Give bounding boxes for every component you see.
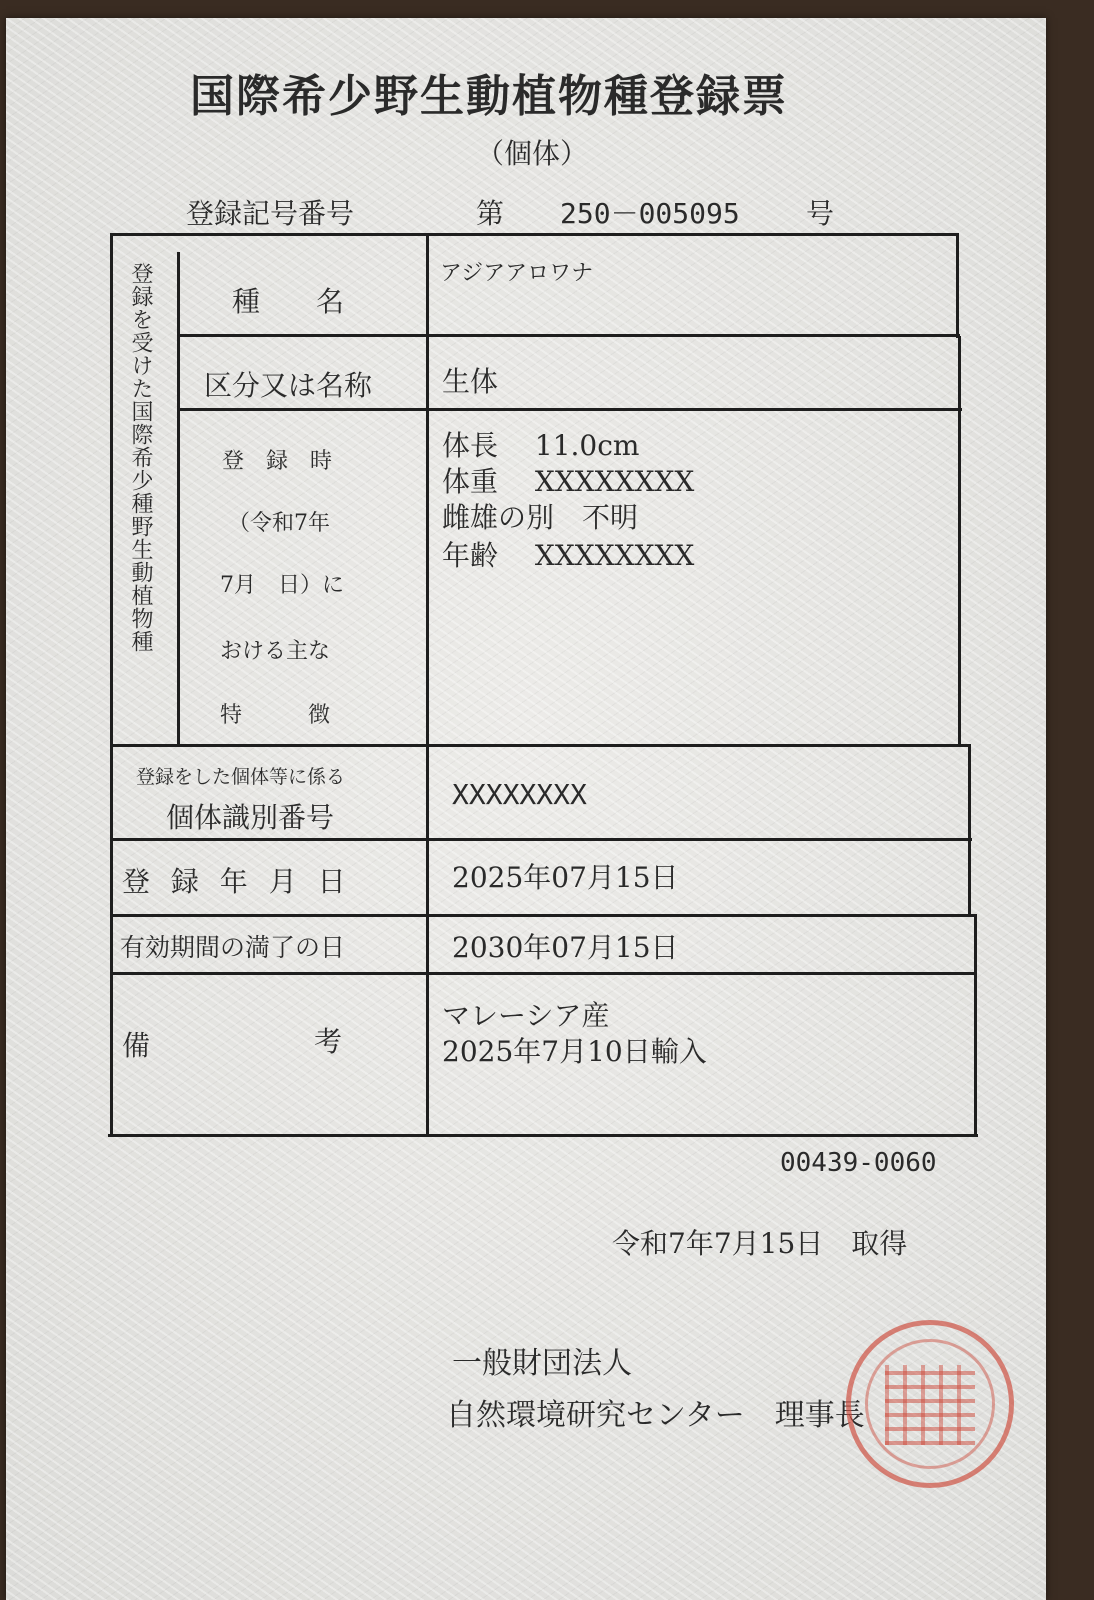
id-number-label-small: 登録をした個体等に係る [136,766,346,788]
document-title: 国際希少野生動植物種登録票 [190,71,788,122]
category-label: 区分又は名称 [204,369,373,402]
remarks-label-left: 備 [122,1029,151,1062]
body-weight: 体重 XXXXXXXX [442,465,695,498]
registration-suffix: 号 [806,197,835,230]
sex: 雌雄の別 不明 [442,501,639,534]
remarks-import-date: 2025年7月10日輸入 [442,1035,707,1068]
features-label-line2: （令和7年 [228,511,330,536]
age: 年齢 XXXXXXXX [442,539,695,572]
species-name-value: アジアアロワナ [440,261,594,286]
body-length: 体長 11.0cm [442,429,640,462]
registration-date-label: 登 録 年 月 日 [122,865,352,898]
registration-prefix: 第 [476,197,505,230]
serial-number: 00439-0060 [780,1148,937,1178]
issuer-name: 自然環境研究センター 理事長 [446,1398,865,1433]
id-number-label: 個体識別番号 [166,801,335,834]
features-label-line4: おける主な [220,639,331,664]
expiry-date-label: 有効期間の満了の日 [120,933,346,962]
document-subtitle: （個体） [476,137,589,170]
red-seal-icon [846,1320,1014,1488]
acquired-date: 令和7年7月15日 取得 [612,1227,908,1260]
registered-species-side-label: 登録を受けた国際希少種野生動植物種 [128,262,153,653]
registration-number: 250－005095 [560,197,740,230]
species-name-label: 種 名 [232,285,345,318]
id-number-value: XXXXXXXX [452,778,587,811]
registration-label: 登録記号番号 [186,197,355,230]
category-value: 生体 [442,365,499,398]
features-label-line5: 特 徴 [220,703,331,728]
registration-date-value: 2025年07月15日 [452,861,679,894]
expiry-date-value: 2030年07月15日 [452,931,679,964]
remarks-origin: マレーシア産 [442,999,610,1032]
features-label-line1: 登 録 時 [222,449,333,474]
features-label-line3: 7月 日）に [220,573,344,598]
remarks-label-right: 考 [314,1025,343,1058]
issuer-type: 一般財団法人 [452,1346,632,1381]
